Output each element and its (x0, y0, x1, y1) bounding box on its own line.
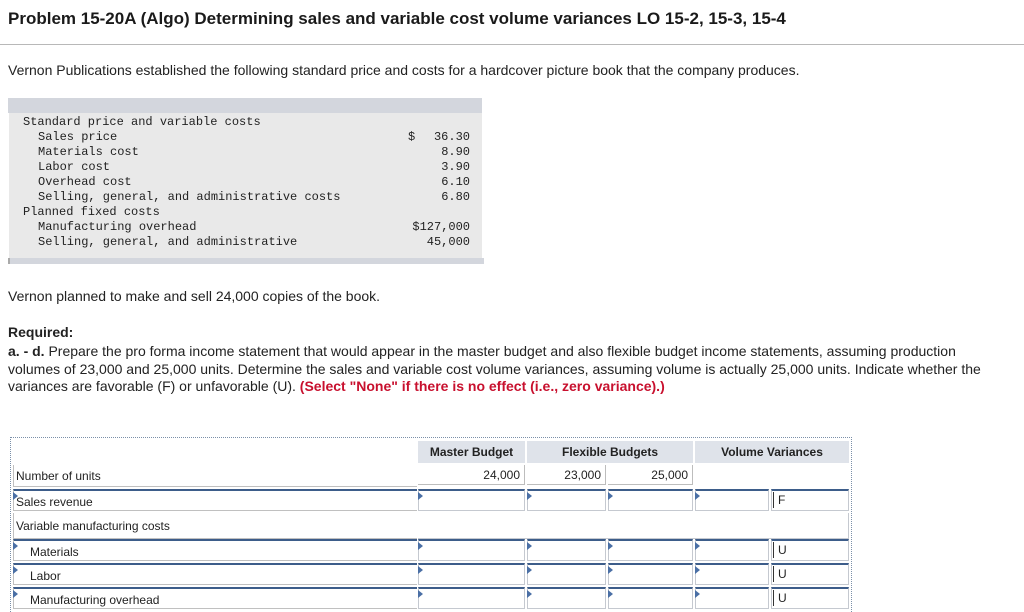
planned-units-text: Vernon planned to make and sell 24,000 copies of the book. (8, 288, 381, 304)
std-row-sales-price: Sales price $ 36.30 (38, 130, 470, 144)
sales-flex-23000-input[interactable] (527, 489, 606, 511)
overhead-variance-select[interactable]: U (771, 587, 849, 609)
materials-flex-25000-input[interactable] (608, 539, 693, 561)
materials-flex-23000-input[interactable] (527, 539, 606, 561)
std-section-variable: Standard price and variable costs (23, 115, 261, 129)
sales-variance-select[interactable]: F (771, 489, 849, 511)
materials-variance-select[interactable]: U (771, 539, 849, 561)
std-section-fixed: Planned fixed costs (23, 205, 160, 219)
row-label-number-of-units: Number of units (13, 465, 417, 487)
labor-variance-amount-input[interactable] (695, 563, 769, 585)
labor-variance-select[interactable]: U (771, 563, 849, 585)
header-master-budget: Master Budget (418, 441, 525, 463)
std-row-materials: Materials cost 8.90 (38, 145, 470, 159)
table-top-bar (8, 98, 482, 113)
required-emphasis: (Select "None" if there is no effect (i.e., zero variance).) (299, 378, 665, 394)
std-row-fixed-mfg: Manufacturing overhead $127,000 (38, 220, 470, 234)
std-row-overhead: Overhead cost 6.10 (38, 175, 470, 189)
intro-text: Vernon Publications established the following standard price and costs for a hardcover picture book that the company produces. (8, 62, 800, 78)
required-part: a. - d. (8, 343, 45, 359)
required-body: Prepare the pro forma income statement that would appear in the master budget and also flexible budget income statements, assuming production volumes of 23,000 and 25,000 units. Determine the sales and variable cost volume variances, assuming volume is actually 25,000 units. Indicate whether the variances are favorable (F) or unfavorable (U). (8, 343, 981, 394)
units-flex-25000: 25,000 (608, 465, 693, 485)
labor-master-input[interactable] (418, 563, 525, 585)
materials-master-input[interactable] (418, 539, 525, 561)
title-divider (0, 44, 1024, 45)
required-heading: Required: (8, 324, 74, 340)
labor-flex-25000-input[interactable] (608, 563, 693, 585)
units-flex-23000: 23,000 (527, 465, 606, 485)
units-master: 24,000 (418, 465, 525, 485)
row-label-materials: Materials (13, 539, 417, 561)
header-volume-variances: Volume Variances (695, 441, 849, 463)
table-bottom-bar (8, 258, 484, 264)
overhead-flex-25000-input[interactable] (608, 587, 693, 609)
required-instructions (8, 343, 1008, 396)
row-label-labor: Labor (13, 563, 417, 585)
std-row-fixed-sga: Selling, general, and administrative 45,000 (38, 235, 470, 249)
std-row-labor: Labor cost 3.90 (38, 160, 470, 174)
sales-variance-amount-input[interactable] (695, 489, 769, 511)
labor-flex-23000-input[interactable] (527, 563, 606, 585)
sales-master-input[interactable] (418, 489, 525, 511)
standard-costs-table (8, 98, 482, 264)
materials-variance-amount-input[interactable] (695, 539, 769, 561)
problem-title: Problem 15-20A (Algo) Determining sales and variable cost volume variances LO 15-2, 15-3, 15-4 (8, 9, 786, 28)
overhead-variance-amount-input[interactable] (695, 587, 769, 609)
overhead-flex-23000-input[interactable] (527, 587, 606, 609)
row-label-variable-mfg-costs: Variable manufacturing costs (13, 513, 417, 539)
variable-costs-blank-row (418, 513, 849, 539)
row-label-sales-revenue: Sales revenue (13, 489, 417, 511)
header-flexible-budgets: Flexible Budgets (527, 441, 693, 463)
std-row-sga: Selling, general, and administrative costs 6.80 (38, 190, 470, 204)
sales-flex-25000-input[interactable] (608, 489, 693, 511)
row-label-mfg-overhead: Manufacturing overhead (13, 587, 417, 609)
overhead-master-input[interactable] (418, 587, 525, 609)
